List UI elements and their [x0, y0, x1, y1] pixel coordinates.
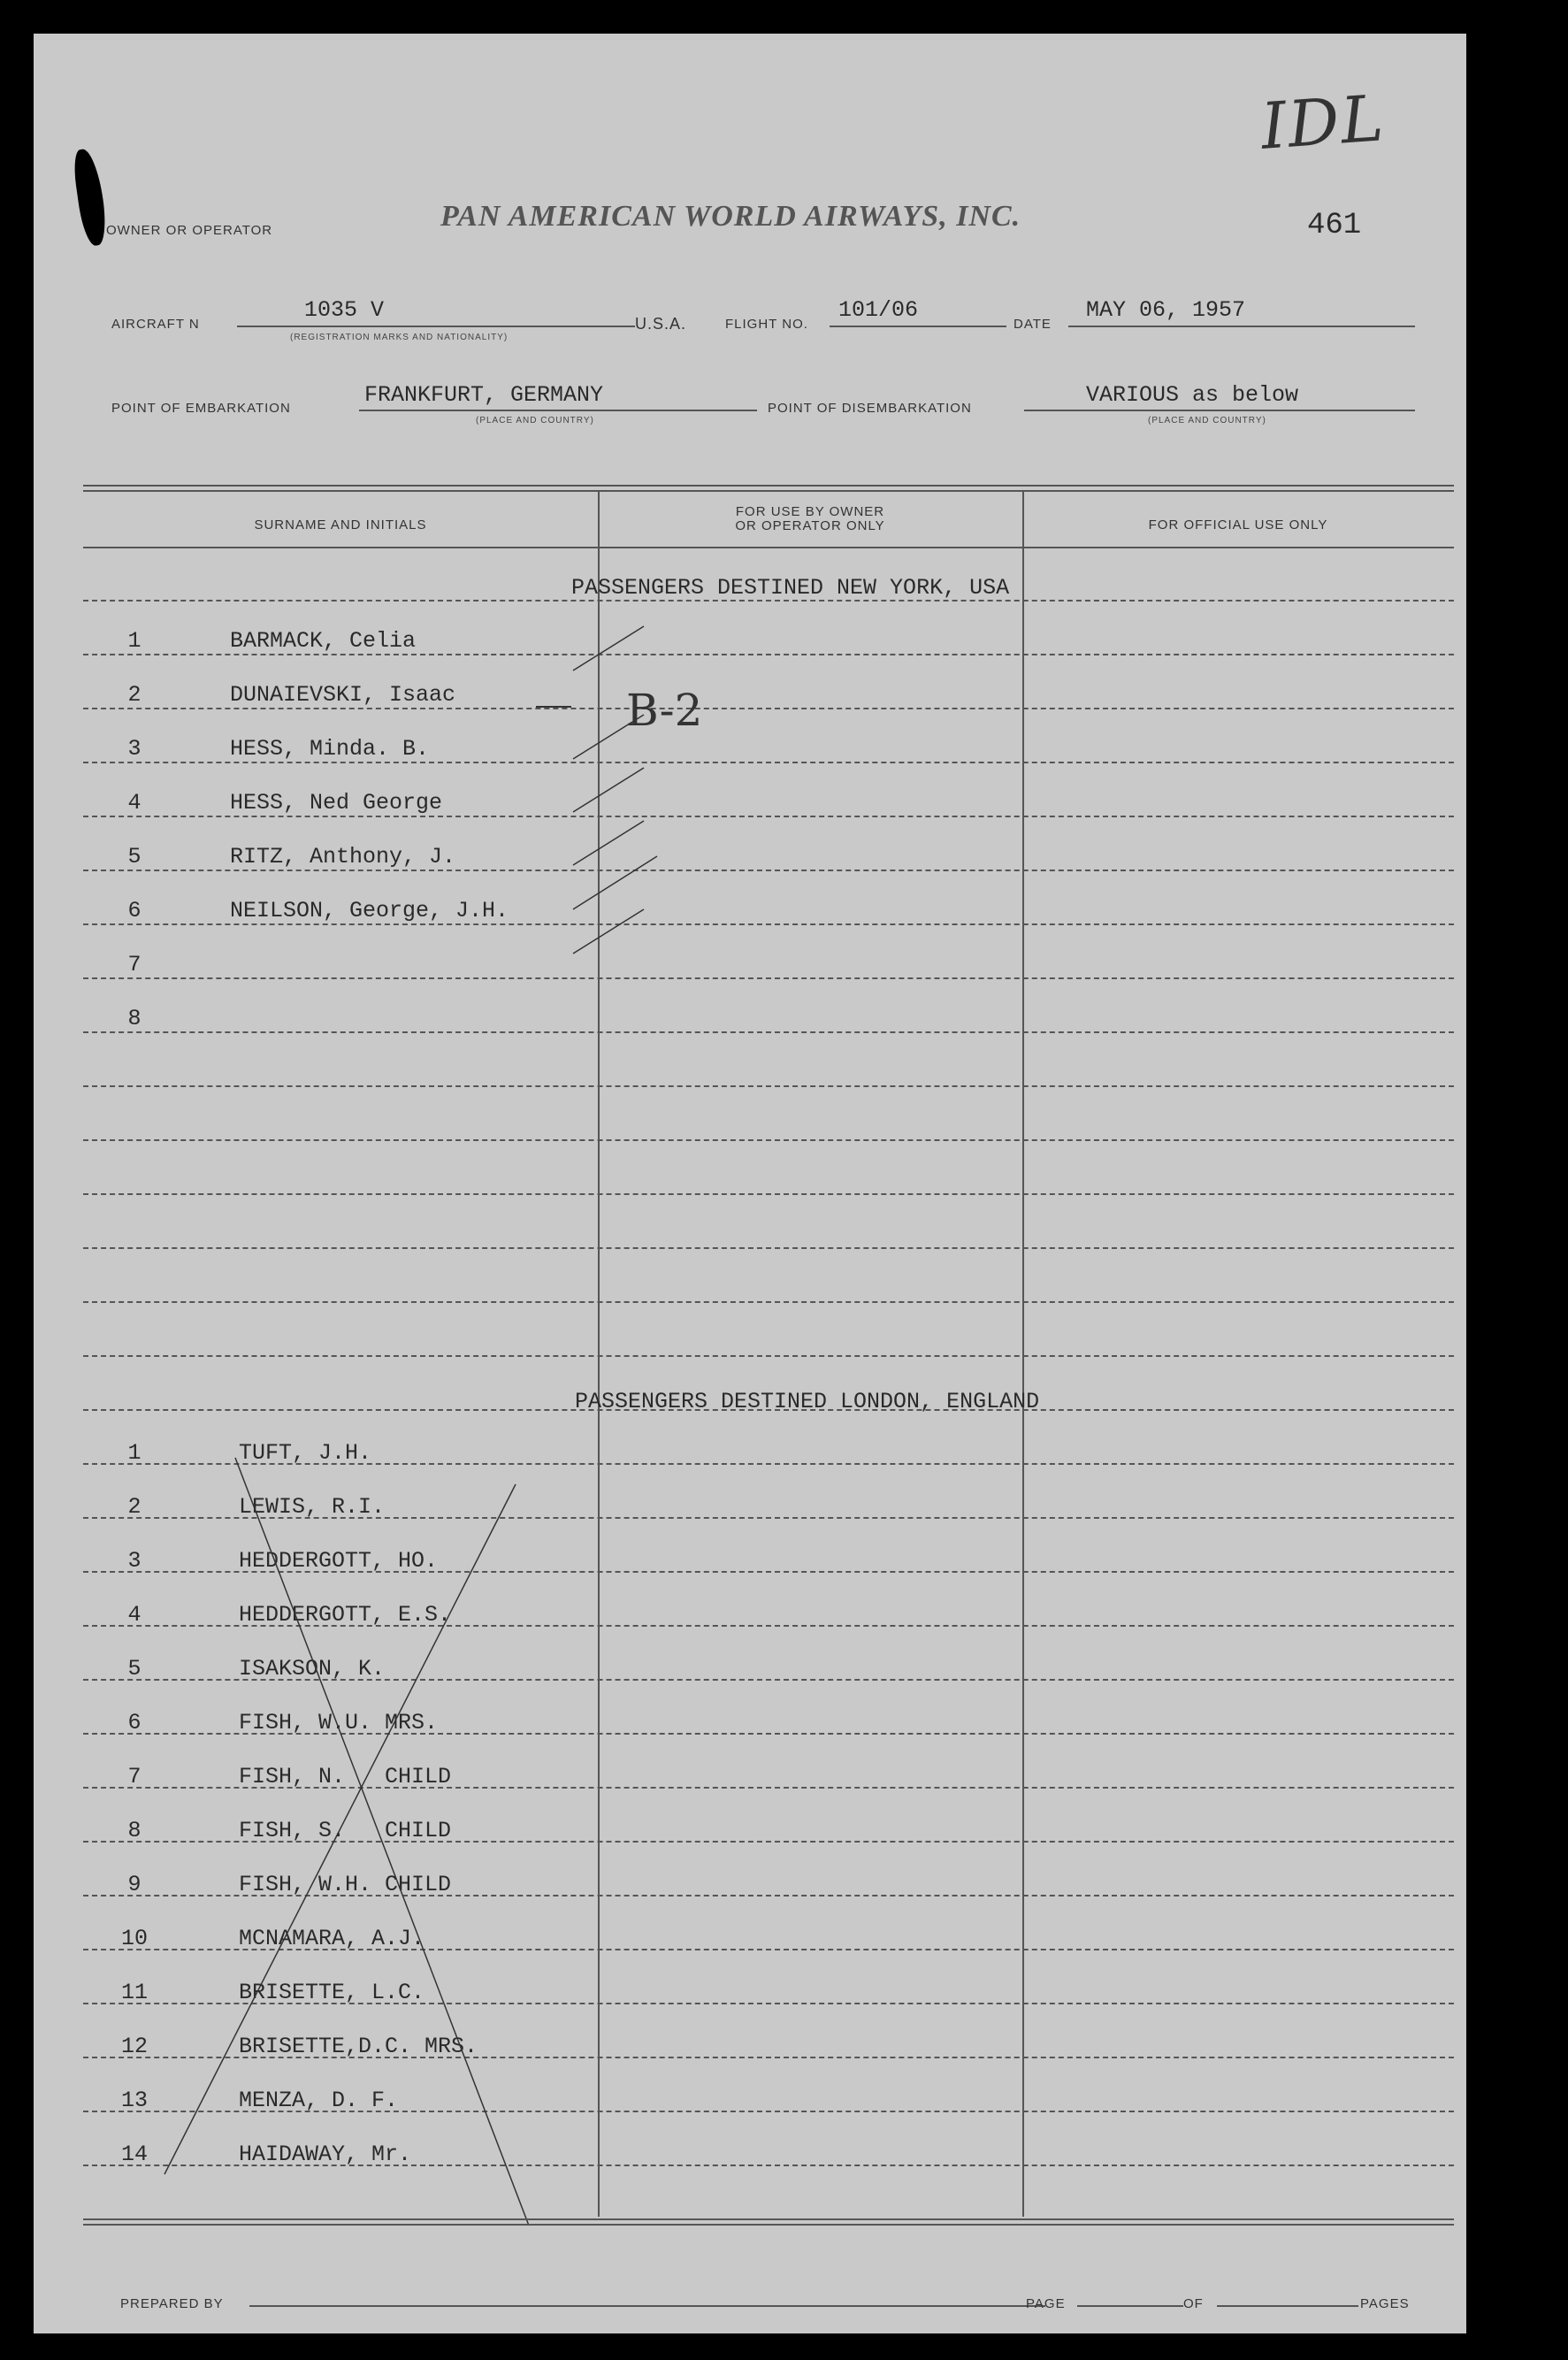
row-number: 6 [127, 898, 142, 923]
flight-label: FLIGHT NO. [725, 317, 808, 332]
col-owner-header-line1: FOR USE BY OWNER [735, 504, 885, 519]
of-label: OF [1183, 2296, 1204, 2311]
passenger-name: FISH, N. CHILD [239, 1764, 452, 1789]
passenger-name: HAIDAWAY, Mr. [239, 2142, 412, 2167]
usa-label: U.S.A. [635, 315, 687, 333]
prepared-by-label: PREPARED BY [120, 2296, 224, 2311]
section-heading-london: PASSENGERS DESTINED LONDON, ENGLAND [575, 1389, 1040, 1414]
pencil-strokes [34, 34, 1466, 2333]
row-number: 1 [127, 1440, 142, 1466]
passenger-name: DUNAIEVSKI, Isaac [230, 682, 456, 708]
passenger-name: HESS, Minda. B. [230, 736, 430, 762]
doc-number: 461 [1307, 209, 1362, 242]
aircraft-label: AIRCRAFT N [111, 317, 200, 332]
passenger-name: NEILSON, George, J.H. [230, 898, 509, 923]
pages-label: PAGES [1360, 2296, 1410, 2311]
passenger-name: TUFT, J.H. [239, 1440, 372, 1466]
col-owner-header-line2: OR OPERATOR ONLY [735, 518, 885, 533]
handwritten-annotation: B-2 [626, 685, 703, 736]
row-number: 8 [127, 1818, 142, 1843]
passenger-name: BARMACK, Celia [230, 628, 417, 654]
aircraft-sub: (REGISTRATION MARKS AND NATIONALITY) [290, 333, 509, 342]
col-official-header: FOR OFFICIAL USE ONLY [1148, 517, 1328, 533]
passenger-name: BRISETTE, L.C. [239, 1980, 425, 2005]
passenger-name: BRISETTE,D.C. MRS. [239, 2034, 478, 2059]
handwritten-mark: IDL [1258, 80, 1388, 164]
aircraft-value: 1035 V [304, 297, 385, 323]
section-heading-new-york: PASSENGERS DESTINED NEW YORK, USA [571, 575, 1010, 601]
company-name: PAN AMERICAN WORLD AIRWAYS, INC. [440, 200, 1021, 233]
passenger-name: LEWIS, R.I. [239, 1494, 386, 1520]
manifest-page [34, 34, 1466, 2333]
passenger-name: FISH, S. CHILD [239, 1818, 452, 1843]
date-label: DATE [1013, 317, 1052, 332]
embark-sub: (PLACE AND COUNTRY) [476, 416, 594, 425]
row-number: 2 [127, 1494, 142, 1520]
row-number: 5 [127, 1656, 142, 1682]
row-number: 7 [127, 952, 142, 977]
row-number: 3 [127, 1548, 142, 1574]
embark-value: FRANKFURT, GERMANY [364, 382, 604, 408]
row-number: 4 [127, 1602, 142, 1628]
row-number: 8 [127, 1006, 142, 1031]
row-number: 2 [127, 682, 142, 708]
flight-value: 101/06 [838, 297, 919, 323]
row-number: 5 [127, 844, 142, 870]
embark-label: POINT OF EMBARKATION [111, 401, 291, 416]
row-number: 4 [127, 790, 142, 816]
passenger-name: MENZA, D. F. [239, 2088, 399, 2113]
row-number: 9 [127, 1872, 142, 1897]
col-surname-header: SURNAME AND INITIALS [254, 517, 427, 533]
passenger-name: ISAKSON, K. [239, 1656, 386, 1682]
row-number: 10 [120, 1926, 148, 1951]
row-number: 11 [120, 1980, 148, 2005]
page-label: PAGE [1026, 2296, 1066, 2311]
row-number: 14 [120, 2142, 148, 2167]
row-number: 6 [127, 1710, 142, 1736]
disembark-label: POINT OF DISEMBARKATION [768, 401, 972, 416]
disembark-value: VARIOUS as below [1086, 382, 1299, 408]
passenger-name: HEDDERGOTT, HO. [239, 1548, 439, 1574]
row-number: 3 [127, 736, 142, 762]
disembark-sub: (PLACE AND COUNTRY) [1148, 416, 1266, 425]
row-number: 12 [120, 2034, 148, 2059]
passenger-name: HESS, Ned George [230, 790, 443, 816]
date-value: MAY 06, 1957 [1086, 297, 1246, 323]
owner-label: OWNER OR OPERATOR [106, 223, 273, 238]
row-number: 13 [120, 2088, 148, 2113]
passenger-name: FISH, W.H. CHILD [239, 1872, 452, 1897]
passenger-name: HEDDERGOTT, E.S. [239, 1602, 452, 1628]
row-number: 7 [127, 1764, 142, 1789]
passenger-name: FISH, W.U. MRS. [239, 1710, 439, 1736]
row-number: 1 [127, 628, 142, 654]
passenger-name: RITZ, Anthony, J. [230, 844, 456, 870]
passenger-name: MCNAMARA, A.J. [239, 1926, 425, 1951]
